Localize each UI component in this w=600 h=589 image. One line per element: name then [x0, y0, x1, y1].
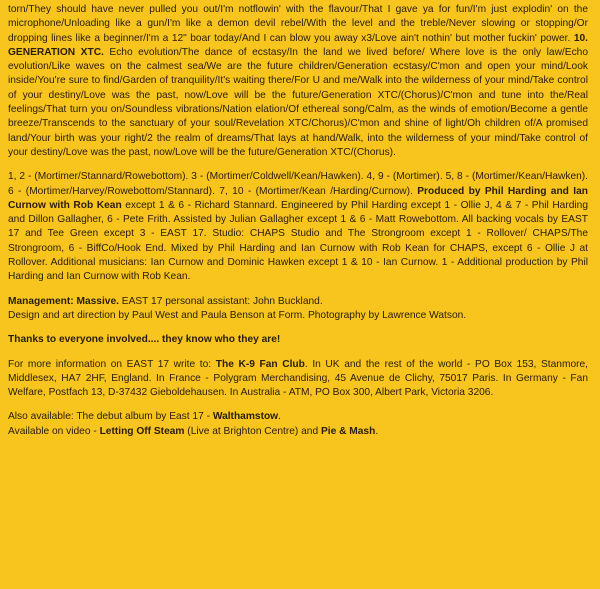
thanks-line — [8, 333, 588, 347]
thanks-text: Thanks to everyone involved.... they know who they are! — [8, 334, 281, 346]
video-middle: (Live at Brighton Centre) and — [184, 425, 321, 437]
management-line — [8, 295, 588, 309]
fan-club-info — [8, 358, 588, 401]
video-title-letting-off-steam: Letting Off Steam — [99, 425, 185, 437]
also-intro: Also available: The debut album by East 17 - — [8, 411, 213, 423]
fan-club-addresses: . In UK and the rest of the world - PO Box 153, Stanmore, Middlesex, HA7 2HF, England. In France - Polygram Merchandising, 45 Avenue de Clichy, 75017 Paris. In Germany - Fan Welfare, Postfach 13, D-37432 Gieboldehausen. In Australia - ATM, PO Box 300, Albert Park, Victoria 3206. — [8, 358, 589, 399]
also-available-line — [8, 410, 588, 424]
debut-album-title: Walthamstow — [212, 411, 279, 423]
video-title-pie-and-mash: Pie & Mash — [320, 425, 376, 437]
video-line — [8, 425, 588, 439]
production-credits: except 1 & 6 - Richard Stannard. Engineered by Phil Harding except 1 - Ollie J, 4 & 7 - Phil Harding and Dillon Gallagher, 6 - Pete Frith. Assisted by Julian Gallagher except 1 & 6 - Matt Rowebottom. All backing vocals by EAST 17 and Tee Green except 3 - EAST 17. Studio: CHAPS Studio and The Strongroom except 1 - Rollover/ CHAPS/The Strongroom, 6 - BiffCo/Hook End. Mixed by Phil Harding and Ian Curnow with Rob Kean for CHAPS, except 6 - Ollie J at Rollover. Additional musicians: Ian Curnow and Dominic Hawken except 1 & 10 - Ian Curnow. 1 - Additional production by Phil Harding and Ian Curnow with Rob Kean. — [8, 199, 588, 283]
management-rest: EAST 17 personal assistant: John Buckland. — [118, 295, 323, 307]
also-end: . — [278, 411, 281, 423]
management-label: Management: Massive. — [8, 295, 119, 307]
lyrics-text-part2: Echo evolution/The dance of ecstasy/In the land we lived before/ Where love is the only law/Echo evolution/Like waves on the calmest sea/We are the future children/Generation ecstasy/C'mon and open your mind/Look inside/You're sure to find/Garden of tranquility/It's waiting there/For U and me/Walk into the wilderness of your mind/Take control of your destiny/Love was the past, now/Love will be the future/Generation XTC/(Chorus)/C'mon and tune into the/Real feelings/That turn you on/Soundless vibrations/Nation elation/Of ethereal song/Calm, as the winds of emotion/Become a gentle breeze/Transcends to the sanctuary of your soul/Revelation XTC/Chorus)/C'mon and shine of light/Oh children of/A promised land/Your birth was your right/2 the realm of dreams/That lays at hand/Walk, into the wilderness of your mind/Take control of your destiny/Love was the past, now/Love will be the future/Generation XTC/(Chorus). — [8, 46, 588, 158]
track-10-heading: 10. GENERATION XTC. — [8, 32, 588, 58]
credits-paragraph — [8, 170, 588, 284]
lyrics-paragraph — [8, 3, 588, 160]
lyrics-text-part1: torn/They should have never pulled you out/I'm notflowin' with the flavour/That I gave ya for fun/I'm just explodin' on the microphone/Unloading like a gun/I'm like a demon devil rebel/With the level and the treble/Never slowing or stopping/Or dropping lines like a beginner/I'm a 12" boar today/And I can blow you away x3/Love ain't nothin' but mother fuckin' power. — [8, 4, 588, 44]
liner-notes-page — [8, 3, 588, 449]
songwriter-credits: 1, 2 - (Mortimer/Stannard/Rowebottom). 3 - (Mortimer/Coldwell/Kean/Hawken). 4, 9 - (Mortimer). 5, 8 - (Mortimer/Kean/Hawken). 6 - (Mortimer/Harvey/Rowebottom/Stannard). 7, 10 - (Mortimer/Kean /Harding/Curnow). — [8, 171, 588, 197]
info-intro: For more information on EAST 17 write to: — [8, 358, 216, 370]
producer-credit: Produced by Phil Harding and Ian Curnow with Rob Kean — [8, 185, 588, 211]
design-line: Design and art direction by Paul West and Paula Benson at Form. Photography by Lawrence Watson. — [8, 309, 467, 321]
video-intro: Available on video - — [8, 425, 100, 437]
video-end: . — [375, 425, 379, 437]
fan-club-name: The K-9 Fan Club — [215, 358, 305, 370]
